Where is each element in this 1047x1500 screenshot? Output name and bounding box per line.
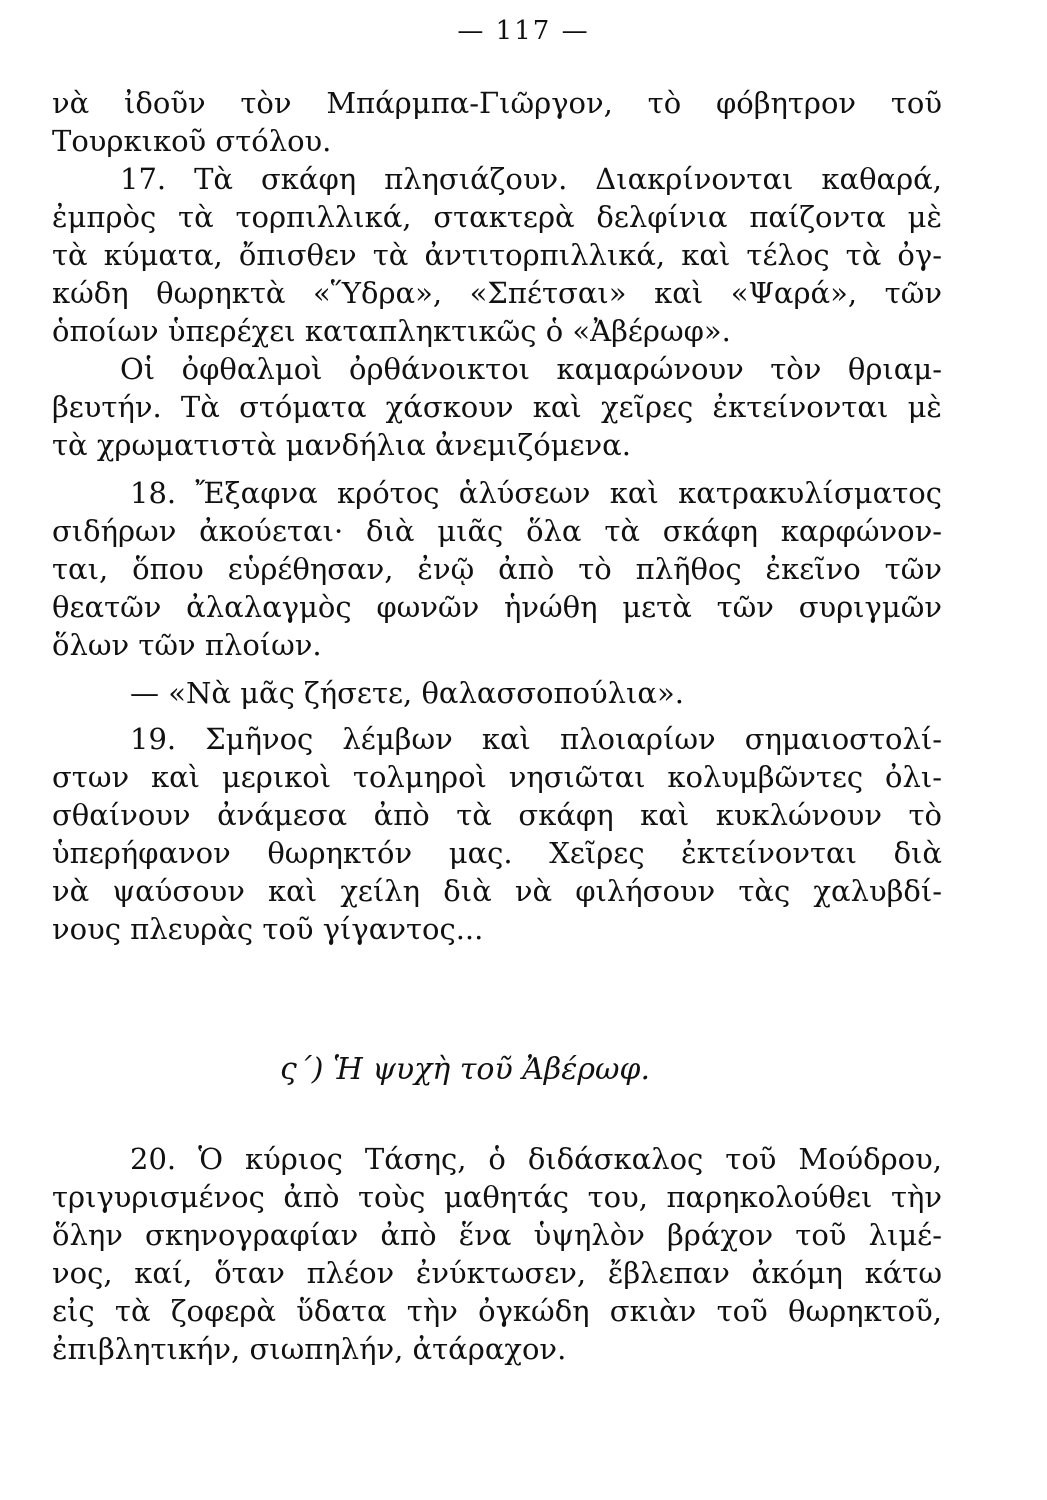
text-line: ἐπιβλητικήν, σιωπηλήν, ἀτάραχον.: [52, 1332, 567, 1366]
text-line: 19. Σμῆνος λέμβων καὶ πλοιαρίων σημαιοστολί-: [130, 722, 942, 756]
text-line: τὰ κύματα, ὄπισθεν τὰ ἀντιτορπιλλικά, καὶ τέλος τὰ ὀγ-: [52, 238, 942, 272]
text-line: σθαίνουν ἀνάμεσα ἀπὸ τὰ σκάφη καὶ κυκλώνουν τὸ: [52, 798, 942, 832]
text-line: θεατῶν ἀλαλαγμὸς φωνῶν ἡνώθη μετὰ τῶν συριγμῶν: [52, 590, 942, 624]
text-line: σιδήρων ἀκούεται· διὰ μιᾶς ὅλα τὰ σκάφη καρφώνον-: [52, 514, 942, 548]
page-number: — 117 —: [457, 16, 590, 46]
text-line: — «Νὰ μᾶς ζήσετε, θαλασσοπούλια».: [130, 676, 684, 710]
text-line: ὅλην σκηνογραφίαν ἀπὸ ἕνα ὑψηλὸν βράχον τοῦ λιμέ-: [52, 1218, 942, 1252]
text-line: ὑπερήφανον θωρηκτόν μας. Χεῖρες ἐκτείνονται διὰ: [52, 836, 942, 870]
text-line: 18. Ἔξαφνα κρότος ἁλύσεων καὶ κατρακυλίσματος: [130, 476, 942, 510]
text-line: τὰ χρωματιστὰ μανδήλια ἀνεμιζόμενα.: [52, 428, 631, 462]
section-heading: ς´) Ἡ ψυχὴ τοῦ Ἀβέρωφ.: [280, 1052, 650, 1087]
text-line: νὰ ἰδοῦν τὸν Μπάρμπα-Γιῶργον, τὸ φόβητρον τοῦ: [52, 86, 942, 120]
text-line: ται, ὅπου εὑρέθησαν, ἐνῷ ἀπὸ τὸ πλῆθος ἐκεῖνο τῶν: [52, 552, 942, 586]
text-line: 17. Τὰ σκάφη πλησιάζουν. Διακρίνονται καθαρά,: [120, 162, 942, 196]
text-line: Οἱ ὀφθαλμοὶ ὀρθάνοικτοι καμαρώνουν τὸν θριαμ-: [120, 352, 942, 386]
text-line: βευτήν. Τὰ στόματα χάσκουν καὶ χεῖρες ἐκτείνονται μὲ: [52, 390, 942, 424]
text-line: ἐμπρὸς τὰ τορπιλλικά, στακτερὰ δελφίνια παίζοντα μὲ: [52, 200, 942, 234]
text-line: Τουρκικοῦ στόλου.: [52, 124, 332, 158]
text-line: ὅλων τῶν πλοίων.: [52, 628, 322, 662]
text-line: τριγυρισμένος ἀπὸ τοὺς μαθητάς του, παρηκολούθει τὴν: [52, 1180, 942, 1214]
text-line: νους πλευρὰς τοῦ γίγαντος...: [52, 912, 484, 946]
text-line: στων καὶ μερικοὶ τολμηροὶ νησιῶται κολυμβῶντες ὀλι-: [52, 760, 942, 794]
text-line: ὁποίων ὑπερέχει καταπληκτικῶς ὁ «Ἀβέρωφ».: [52, 314, 731, 348]
text-line: κώδη θωρηκτὰ «Ὕδρα», «Σπέτσαι» καὶ «Ψαρά», τῶν: [52, 276, 942, 310]
text-line: νος, καί, ὅταν πλέον ἐνύκτωσεν, ἔβλεπαν ἀκόμη κάτω: [52, 1256, 942, 1290]
text-line: 20. Ὁ κύριος Τάσης, ὁ διδάσκαλος τοῦ Μούδρου,: [130, 1142, 942, 1176]
text-line: εἰς τὰ ζοφερὰ ὕδατα τὴν ὀγκώδη σκιὰν τοῦ θωρηκτοῦ,: [52, 1294, 942, 1328]
text-line: νὰ ψαύσουν καὶ χείλη διὰ νὰ φιλήσουν τὰς χαλυβδί-: [52, 874, 942, 908]
